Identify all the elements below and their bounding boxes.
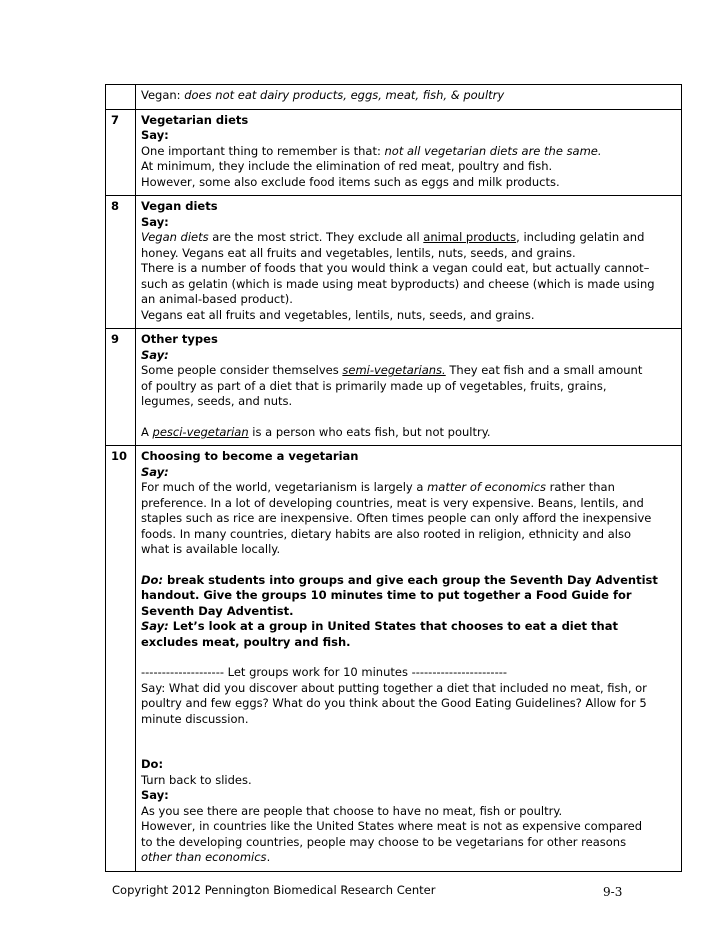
row-content-cell bbox=[136, 109, 682, 196]
lesson-table bbox=[105, 84, 682, 872]
text-line: Seventh Day Adventist. bbox=[141, 603, 294, 618]
section-title: Vegan diets bbox=[141, 199, 218, 213]
say-instruction: Say: Let’s look at a group in United States that chooses to eat a diet that bbox=[141, 619, 618, 633]
text-line: A pesci-vegetarian is a person who eats fish, but not poultry. bbox=[141, 424, 491, 439]
text-line: One important thing to remember is that: not all vegetarian diets are the same. bbox=[141, 143, 602, 158]
spacer bbox=[141, 727, 677, 742]
text-line: staples such as rice are inexpensive. Often times people can only afford the inexpensive bbox=[141, 511, 652, 525]
text-line: Vegan diets are the most strict. They exclude all animal products, including gelatin and bbox=[141, 230, 645, 244]
row-content-cell bbox=[136, 85, 682, 110]
page-number: 9-3 bbox=[603, 885, 623, 899]
section-title: Choosing to become a vegetarian bbox=[141, 449, 359, 463]
text-line: However, in countries like the United States where meat is not as expensive compared bbox=[141, 819, 643, 833]
do-label: Do: bbox=[141, 757, 164, 771]
spacer bbox=[141, 558, 677, 573]
spacer bbox=[141, 650, 677, 665]
table-row bbox=[106, 109, 682, 196]
say-label: Say: bbox=[141, 128, 169, 142]
table-row bbox=[106, 85, 682, 110]
row-number: 9 bbox=[106, 329, 136, 446]
text-line: handout. Give the groups 10 minutes time to put together a Food Guide for bbox=[141, 588, 632, 602]
text-line: honey. Vegans eat all fruits and vegetables, lentils, nuts, seeds, and grains. bbox=[141, 245, 576, 260]
row-content-cell bbox=[136, 329, 682, 446]
text-line: minute discussion. bbox=[141, 711, 249, 726]
text-line: For much of the world, vegetarianism is largely a matter of economics rather than bbox=[141, 480, 615, 494]
row-content-cell bbox=[136, 196, 682, 329]
table-row bbox=[106, 329, 682, 446]
text-line: an animal-based product). bbox=[141, 292, 293, 306]
text-line: Some people consider themselves semi-vegetarians. They eat fish and a small amount bbox=[141, 363, 643, 377]
text-line: As you see there are people that choose to have no meat, fish or poultry. bbox=[141, 803, 563, 818]
do-instruction: Do: break students into groups and give each group the Seventh Day Adventist bbox=[141, 572, 658, 587]
text-line: Turn back to slides. bbox=[141, 772, 252, 787]
row-number: 8 bbox=[106, 196, 136, 329]
spacer bbox=[141, 410, 677, 425]
text-line: what is available locally. bbox=[141, 542, 281, 556]
text-line: Vegans eat all fruits and vegetables, lentils, nuts, seeds, and grains. bbox=[141, 307, 535, 322]
vegan-definition: Vegan: does not eat dairy products, eggs, meat, fish, & poultry bbox=[141, 88, 505, 102]
text-line: foods. In many countries, dietary habits are also rooted in religion, ethnicity and also bbox=[141, 526, 631, 541]
text-line: Say: What did you discover about putting together a diet that included no meat, fish, or bbox=[141, 680, 647, 695]
text-line: There is a number of foods that you would think a vegan could eat, but actually cannot– bbox=[141, 261, 650, 275]
text-line: such as gelatin (which is made using meat byproducts) and cheese (which is made using bbox=[141, 276, 655, 291]
text-line: However, some also exclude food items such as eggs and milk products. bbox=[141, 174, 560, 189]
table-row bbox=[106, 196, 682, 329]
text-line: to the developing countries, people may choose to be vegetarians for other reasons bbox=[141, 834, 627, 849]
say-label: Say: bbox=[141, 214, 169, 229]
row-number: 7 bbox=[106, 109, 136, 196]
text-line: excludes meat, poultry and fish. bbox=[141, 634, 351, 649]
text-line: other than economics. bbox=[141, 850, 271, 864]
say-label: Say: bbox=[141, 788, 169, 802]
text-line: At minimum, they include the elimination of red meat, poultry and fish. bbox=[141, 159, 553, 173]
section-title: Other types bbox=[141, 332, 218, 346]
text-line: of poultry as part of a diet that is primarily made up of vegetables, fruits, grains, bbox=[141, 378, 607, 393]
row-content-cell bbox=[136, 446, 682, 872]
copyright-footer: Copyright 2012 Pennington Biomedical Research Center bbox=[112, 883, 436, 897]
say-label: Say: bbox=[141, 347, 169, 362]
activity-divider: -------------------- Let groups work for 10 minutes ----------------------- bbox=[141, 665, 508, 679]
row-number: 10 bbox=[106, 446, 136, 872]
say-label: Say: bbox=[141, 464, 169, 479]
table-row bbox=[106, 446, 682, 872]
row-number-cell bbox=[106, 85, 136, 110]
text-line: legumes, seeds, and nuts. bbox=[141, 394, 293, 408]
text-line: poultry and few eggs? What do you think about the Good Eating Guidelines? Allow for 5 bbox=[141, 696, 647, 710]
spacer bbox=[141, 742, 677, 757]
text-line: preference. In a lot of developing countries, meat is very expensive. Beans, lentils, and bbox=[141, 495, 644, 510]
section-title: Vegetarian diets bbox=[141, 112, 249, 127]
